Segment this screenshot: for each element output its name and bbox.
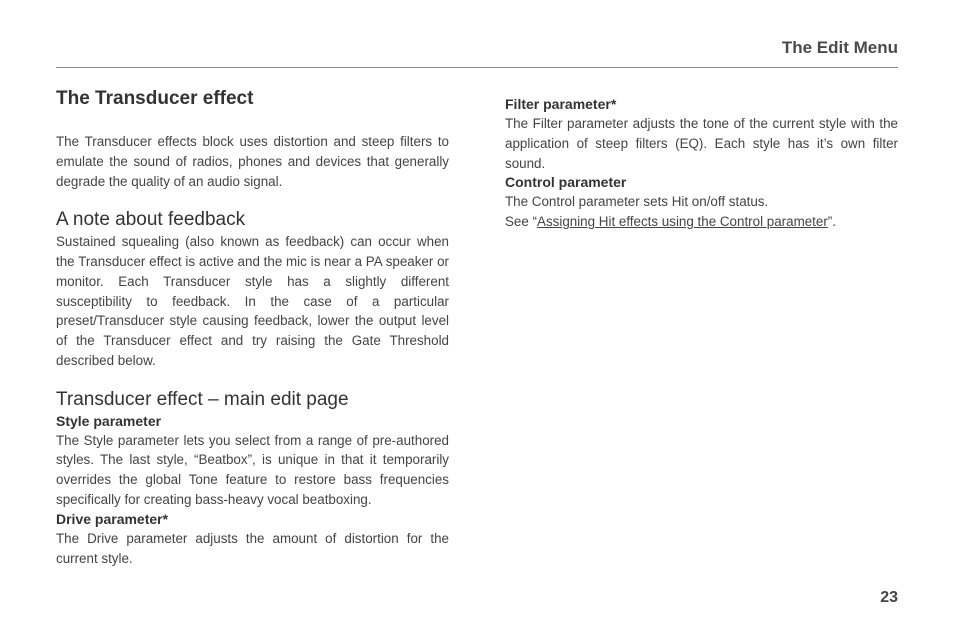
control-parameter-text: The Control parameter sets Hit on/off status. [505,194,769,210]
feedback-heading: A note about feedback [56,209,246,231]
drive-parameter-text: The Drive parameter adjusts the amount of distortion for the current style. [56,530,449,566]
page-number: 23 [880,589,898,606]
drive-parameter-label: Drive parameter* [56,510,169,527]
right-column [505,95,898,232]
control-parameter-link[interactable]: Assigning Hit effects using the Control parameter [537,214,828,230]
header-title: The Edit Menu [781,38,898,57]
see-reference [505,212,898,232]
see-prefix: See “ [505,214,538,230]
main-edit-heading: Transducer effect – main edit page [56,388,349,410]
intro-paragraph: The Transducer effects block uses distortion and steep filters to emulate the sound of radios, phones and devices that generally degrade the quality of an audio signal. [56,134,449,189]
header-divider [56,67,898,68]
style-parameter-label: Style parameter [56,412,162,429]
section-title: The Transducer effect [56,88,254,109]
filter-parameter-label: Filter parameter* [505,96,617,112]
see-suffix: ”. [827,214,836,230]
feedback-paragraph: Sustained squealing (also known as feedback) can occur when the Transducer effect is active and the mic is near a PA speaker or monitor. Each Transducer style has a slightly different susceptibility to feedback. In the case of a particular preset/Transducer style causing feedback, lower the output level of the Transducer effect and try raising the Gate Threshold described below. [56,234,449,368]
left-column [56,88,449,568]
control-parameter-label: Control parameter [505,174,627,191]
filter-parameter-text: The Filter parameter adjusts the tone of the current style with the application of steep filters (EQ). Each style has it’s own filter sound. [505,116,898,171]
style-parameter-text: The Style parameter lets you select from a range of pre-authored styles. The last style, “Beatbox”, is unique in that it temporarily overrides the global Tone feature to restore bass frequencies specifically for creating bass-heavy vocal beatboxing. [56,432,449,507]
